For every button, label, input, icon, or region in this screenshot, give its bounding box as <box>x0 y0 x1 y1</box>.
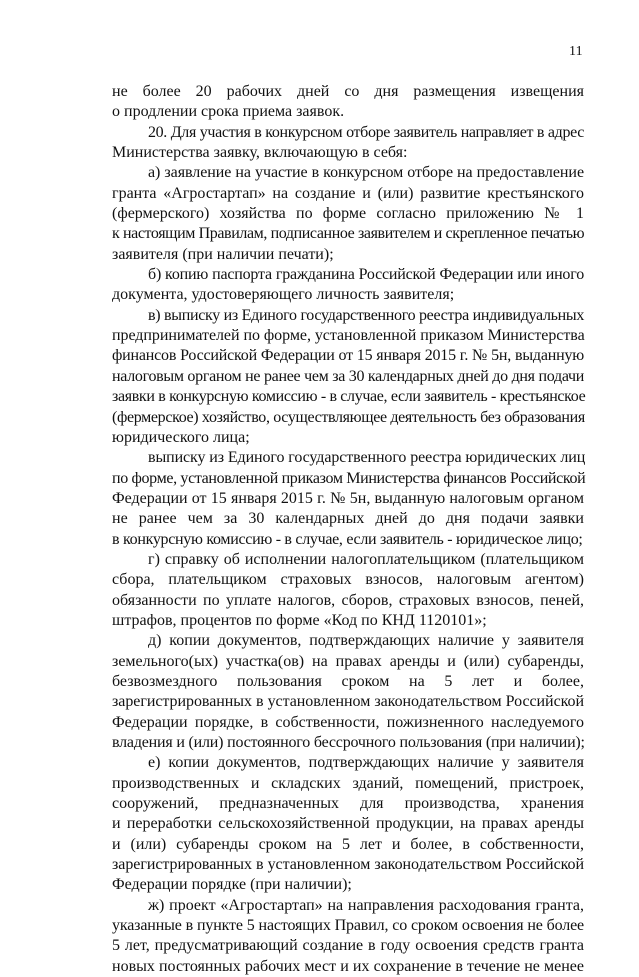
text-line: в конкурсную комиссию - в случае, если заявитель - юридическое лицо; <box>112 530 583 548</box>
text-line: указанные в пункте 5 настоящих Правил, со сроком освоения не более <box>112 917 584 935</box>
text-line: производственных и складских зданий, помещений, пристроек, <box>112 774 584 792</box>
text-line: б) копию паспорта гражданина Российской Федерации или иного <box>148 266 584 284</box>
text-line: сооружений, предназначенных для производства, хранения <box>112 795 584 813</box>
text-line: земельного(ых) участка(ов) на правах аренды и (или) субаренды, <box>112 652 584 670</box>
text-line: финансов Российской Федерации от 15 января 2015 г. № 5н, выданную <box>112 347 584 365</box>
text-line: налоговым органом не ранее чем за 30 календарных дней до дня подачи <box>112 367 584 385</box>
text-line: ж) проект «Агростартап» на направления расходования гранта, <box>148 896 584 914</box>
text-line: не ранее чем за 30 календарных дней до дня подачи заявки <box>112 510 584 528</box>
document-body <box>112 82 584 977</box>
text-line: документа, удостоверяющего личность заявителя; <box>112 286 455 304</box>
text-line: безвозмездного пользования сроком на 5 лет и более, <box>112 672 584 690</box>
text-line: Федерации порядке (при наличии); <box>112 876 352 894</box>
text-line: заявки в конкурсную комиссию - в случае, если заявитель - крестьянское <box>112 388 586 406</box>
text-line: е) копии документов, подтверждающих наличие у заявителя <box>148 754 584 772</box>
text-line: Федерации порядке, в собственности, пожизненного наследуемого <box>112 713 584 731</box>
text-line: новых постоянных рабочих мест и их сохранение в течение не менее <box>112 957 584 975</box>
text-line: предпринимателей по форме, установленной приказом Министерства <box>112 327 585 345</box>
text-line: и (или) субаренды сроком на 5 лет и более, в собственности, <box>112 835 584 853</box>
text-line: зарегистрированных в установленном законодательством Российской <box>112 693 584 711</box>
text-line: 20. Для участия в конкурсном отборе заявитель направляет в адрес <box>148 123 584 141</box>
text-line: (фермерского) хозяйства по форме согласно приложению № 1 <box>112 205 584 223</box>
page-number: 11 <box>569 44 583 59</box>
text-line: штрафов, процентов по форме «Код по КНД 1120101»; <box>112 611 487 629</box>
text-line: а) заявление на участие в конкурсном отборе на предоставление <box>148 164 584 182</box>
text-line: Министерства заявку, включающую в себя: <box>112 144 408 162</box>
text-line: и переработки сельскохозяйственной продукции, на правах аренды <box>112 815 584 833</box>
text-line: юридического лица; <box>112 428 250 446</box>
text-line: 5 лет, предусматривающий создание в году освоения средств гранта <box>112 937 584 955</box>
text-line: (фермерское) хозяйство, осуществляющее деятельность без образования <box>112 408 585 426</box>
text-line: владения и (или) постоянного бессрочного пользования (при наличии); <box>112 734 585 751</box>
text-line: по форме, установленной приказом Министерства финансов Российской <box>112 469 586 487</box>
text-line: о продлении срока приема заявок. <box>112 103 345 121</box>
text-line: зарегистрированных в установленном законодательством Российской <box>112 856 584 874</box>
text-line: сбора, плательщиком страховых взносов, налоговым агентом) <box>112 571 584 589</box>
text-line: выписку из Единого государственного реестра юридических лиц <box>148 449 586 467</box>
text-line: д) копии документов, подтверждающих наличие у заявителя <box>148 632 584 650</box>
text-line: не более 20 рабочих дней со дня размещения извещения <box>112 83 584 100</box>
text-line: гранта «Агростартап» на создание и (или) развитие крестьянского <box>112 184 584 202</box>
text-line: заявителя (при наличии печати); <box>112 245 334 263</box>
text-line: обязанности по уплате налогов, сборов, страховых взносов, пеней, <box>112 591 584 609</box>
text-line: г) справку об исполнении налогоплательщиком (плательщиком <box>148 550 584 568</box>
text-line: к настоящим Правилам, подписанное заявителем и скрепленное печатью <box>112 225 585 243</box>
text-line: в) выписку из Единого государственного реестра индивидуальных <box>148 306 585 324</box>
text-line: Федерации от 15 января 2015 г. № 5н, выданную налоговым органом <box>112 489 584 507</box>
